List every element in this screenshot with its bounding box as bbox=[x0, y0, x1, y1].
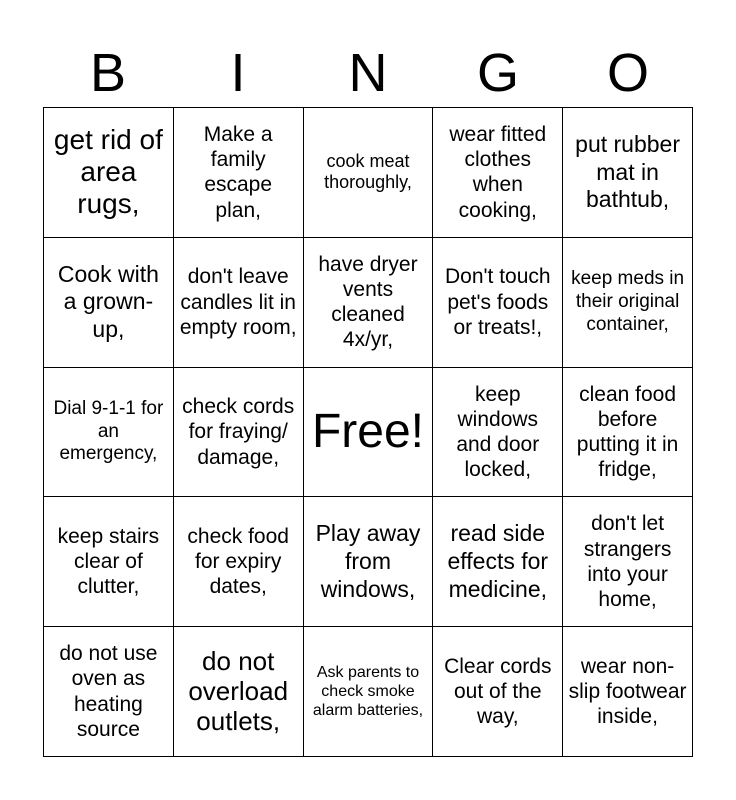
bingo-cell[interactable]: don't leave candles lit in empty room, bbox=[174, 238, 304, 368]
free-space[interactable]: Free! bbox=[304, 368, 434, 498]
bingo-cell[interactable]: put rubber mat in bathtub, bbox=[563, 108, 693, 238]
header-letter-i: I bbox=[230, 43, 246, 103]
bingo-cell[interactable]: read side effects for medicine, bbox=[433, 497, 563, 627]
bingo-cell[interactable]: do not use oven as heating source bbox=[44, 627, 174, 757]
bingo-cell[interactable]: check food for expiry dates, bbox=[174, 497, 304, 627]
bingo-cell[interactable]: keep stairs clear of clutter, bbox=[44, 497, 174, 627]
bingo-cell[interactable]: Play away from windows, bbox=[304, 497, 434, 627]
bingo-cell[interactable]: get rid of area rugs, bbox=[44, 108, 174, 238]
bingo-cell[interactable]: Make a family escape plan, bbox=[174, 108, 304, 238]
header-letter-g: G bbox=[476, 43, 519, 103]
bingo-cell[interactable]: Clear cords out of the way, bbox=[433, 627, 563, 757]
header-letter-b: B bbox=[89, 43, 127, 103]
bingo-cell[interactable]: wear non-slip footwear inside, bbox=[563, 627, 693, 757]
header-letter-o: O bbox=[606, 43, 649, 103]
bingo-cell[interactable]: keep windows and door locked, bbox=[433, 368, 563, 498]
bingo-cell[interactable]: clean food before putting it in fridge, bbox=[563, 368, 693, 498]
bingo-header bbox=[43, 40, 693, 106]
bingo-cell[interactable]: Dial 9-1-1 for an emergency, bbox=[44, 368, 174, 498]
bingo-cell[interactable]: Don't touch pet's foods or treats!, bbox=[433, 238, 563, 368]
bingo-cell[interactable]: Cook with a grown-up, bbox=[44, 238, 174, 368]
bingo-cell[interactable]: check cords for fraying/ damage, bbox=[174, 368, 304, 498]
bingo-cell[interactable]: cook meat thoroughly, bbox=[304, 108, 434, 238]
bingo-cell[interactable]: keep meds in their original container, bbox=[563, 238, 693, 368]
bingo-cell[interactable]: have dryer vents cleaned 4x/yr, bbox=[304, 238, 434, 368]
header-letter-n: N bbox=[348, 43, 388, 103]
bingo-cell[interactable]: do not overload outlets, bbox=[174, 627, 304, 757]
bingo-cell[interactable]: wear fitted clothes when cooking, bbox=[433, 108, 563, 238]
bingo-cell[interactable]: Ask parents to check smoke alarm batteries, bbox=[304, 627, 434, 757]
bingo-board bbox=[43, 107, 693, 757]
bingo-cell[interactable]: don't let strangers into your home, bbox=[563, 497, 693, 627]
